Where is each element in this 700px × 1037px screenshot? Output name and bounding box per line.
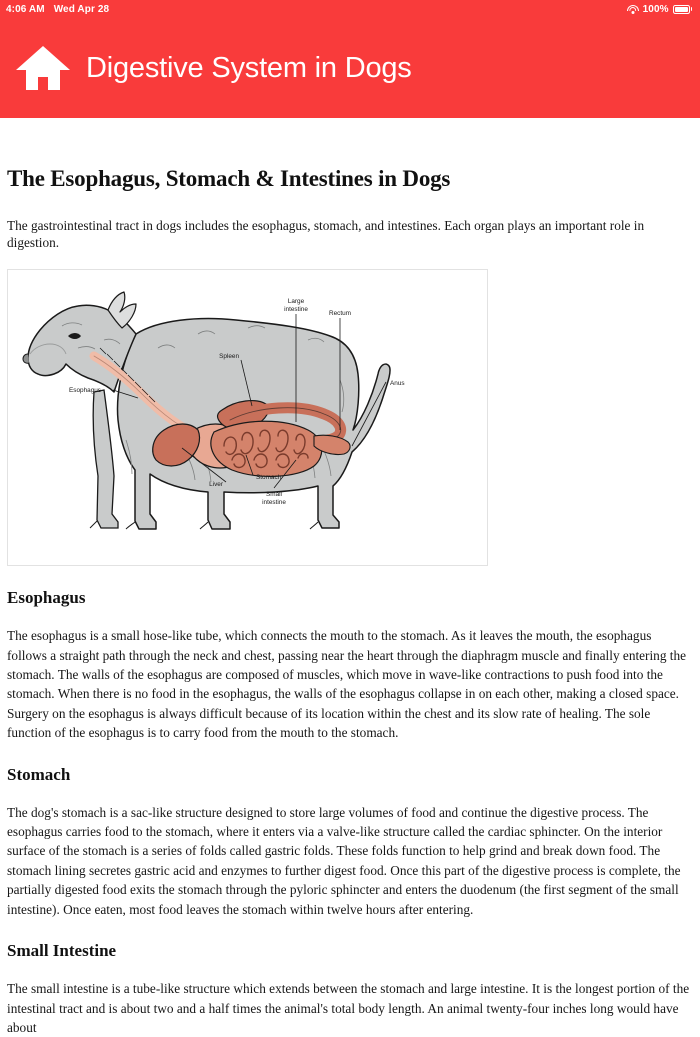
section-body-esophagus: The esophagus is a small hose-like tube, which connects the mouth to the stomach. As it leaves the mouth, the esophagus follows a straight path through the neck and chest, passing near the heart through the diaphragm muscle and finally entering the stomach. The walls of the esophagus are composed of muscles, which move in wave-like contractions to push food into the stomach. When there is no food in the esophagus, the walls of the esophagus collapse in on each other, making a closed space. Surgery on the esophagus is always difficult because of its location within the chest and its slow rate of healing. The sole function of the esophagus is to carry food from the mouth to the stomach.: [7, 628, 687, 741]
dog-paws: [90, 521, 318, 529]
label-stomach: Stomach: [256, 474, 282, 482]
home-icon: [15, 44, 71, 92]
label-large-intestine-line1: Large: [287, 298, 305, 306]
status-bar-date: Wed Apr 28: [53, 3, 110, 15]
section-body-small-intestine: The small intestine is a tube-like structure which extends between the stomach and large intestine. It is the longest portion of the intestinal tract and is about two and a half times the animal's total body length. An animal twenty-four inches long would have about: [7, 981, 690, 1035]
dog-front-leg-far: [93, 390, 118, 528]
status-bar-time: 4:06 AM: [6, 3, 45, 15]
page-title: The Esophagus, Stomach & Intestines in Dogs: [7, 166, 451, 191]
status-bar: [0, 0, 700, 18]
app-bar: [0, 18, 700, 118]
wifi-icon: [627, 5, 639, 14]
label-liver: Liver: [209, 481, 223, 489]
battery-full-icon: [673, 5, 692, 14]
section-heading-stomach: Stomach: [7, 764, 71, 784]
section-heading-small-intestine: Small Intestine: [7, 941, 117, 961]
dog-body-group: [23, 292, 390, 529]
section-body-stomach: The dog's stomach is a sac-like structure designed to store large volumes of food and continue the digestive process. The esophagus carries food to the stomach, where it enters via a valve-like structure called the cardiac sphincter. On the interior surface of the stomach is a series of folds called gastric folds. These folds function to help grind and break down food. The stomach lining secretes gastric acid and enzymes to further digest food. Once this part of the digestive process is complete, the partially digested food exits the stomach through the pyloric sphincter and enters the duodenum (the first segment of the small intestine). Once eaten, most food leaves the stomach within twelve hours after entering.: [7, 804, 681, 917]
section-heading-esophagus: Esophagus: [7, 588, 86, 608]
status-bar-left: [6, 4, 109, 15]
label-rectum: Rectum: [328, 310, 352, 318]
label-small-intestine-line2: intestine: [262, 499, 286, 507]
label-small-intestine-line1: Small: [266, 491, 282, 499]
label-anus: Anus: [390, 380, 405, 388]
dog-anatomy-figure: [7, 269, 488, 566]
label-spleen: Spleen: [219, 353, 239, 361]
dog-nose: [23, 354, 29, 363]
article-lede: The gastrointestinal tract in dogs includes the esophagus, stomach, and intestines. Each organ plays an important role in digestion.: [7, 218, 645, 250]
article-content: [0, 166, 700, 1037]
status-bar-right: [627, 4, 692, 15]
label-esophagus: Esophagus: [69, 387, 101, 395]
home-button[interactable]: [0, 18, 86, 118]
app-bar-title: Digestive System in Dogs: [86, 51, 412, 84]
battery-percent-label: 100%: [642, 3, 669, 15]
dog-anatomy-illustration: [8, 270, 487, 565]
label-large-intestine-line2: intestine: [284, 306, 308, 314]
